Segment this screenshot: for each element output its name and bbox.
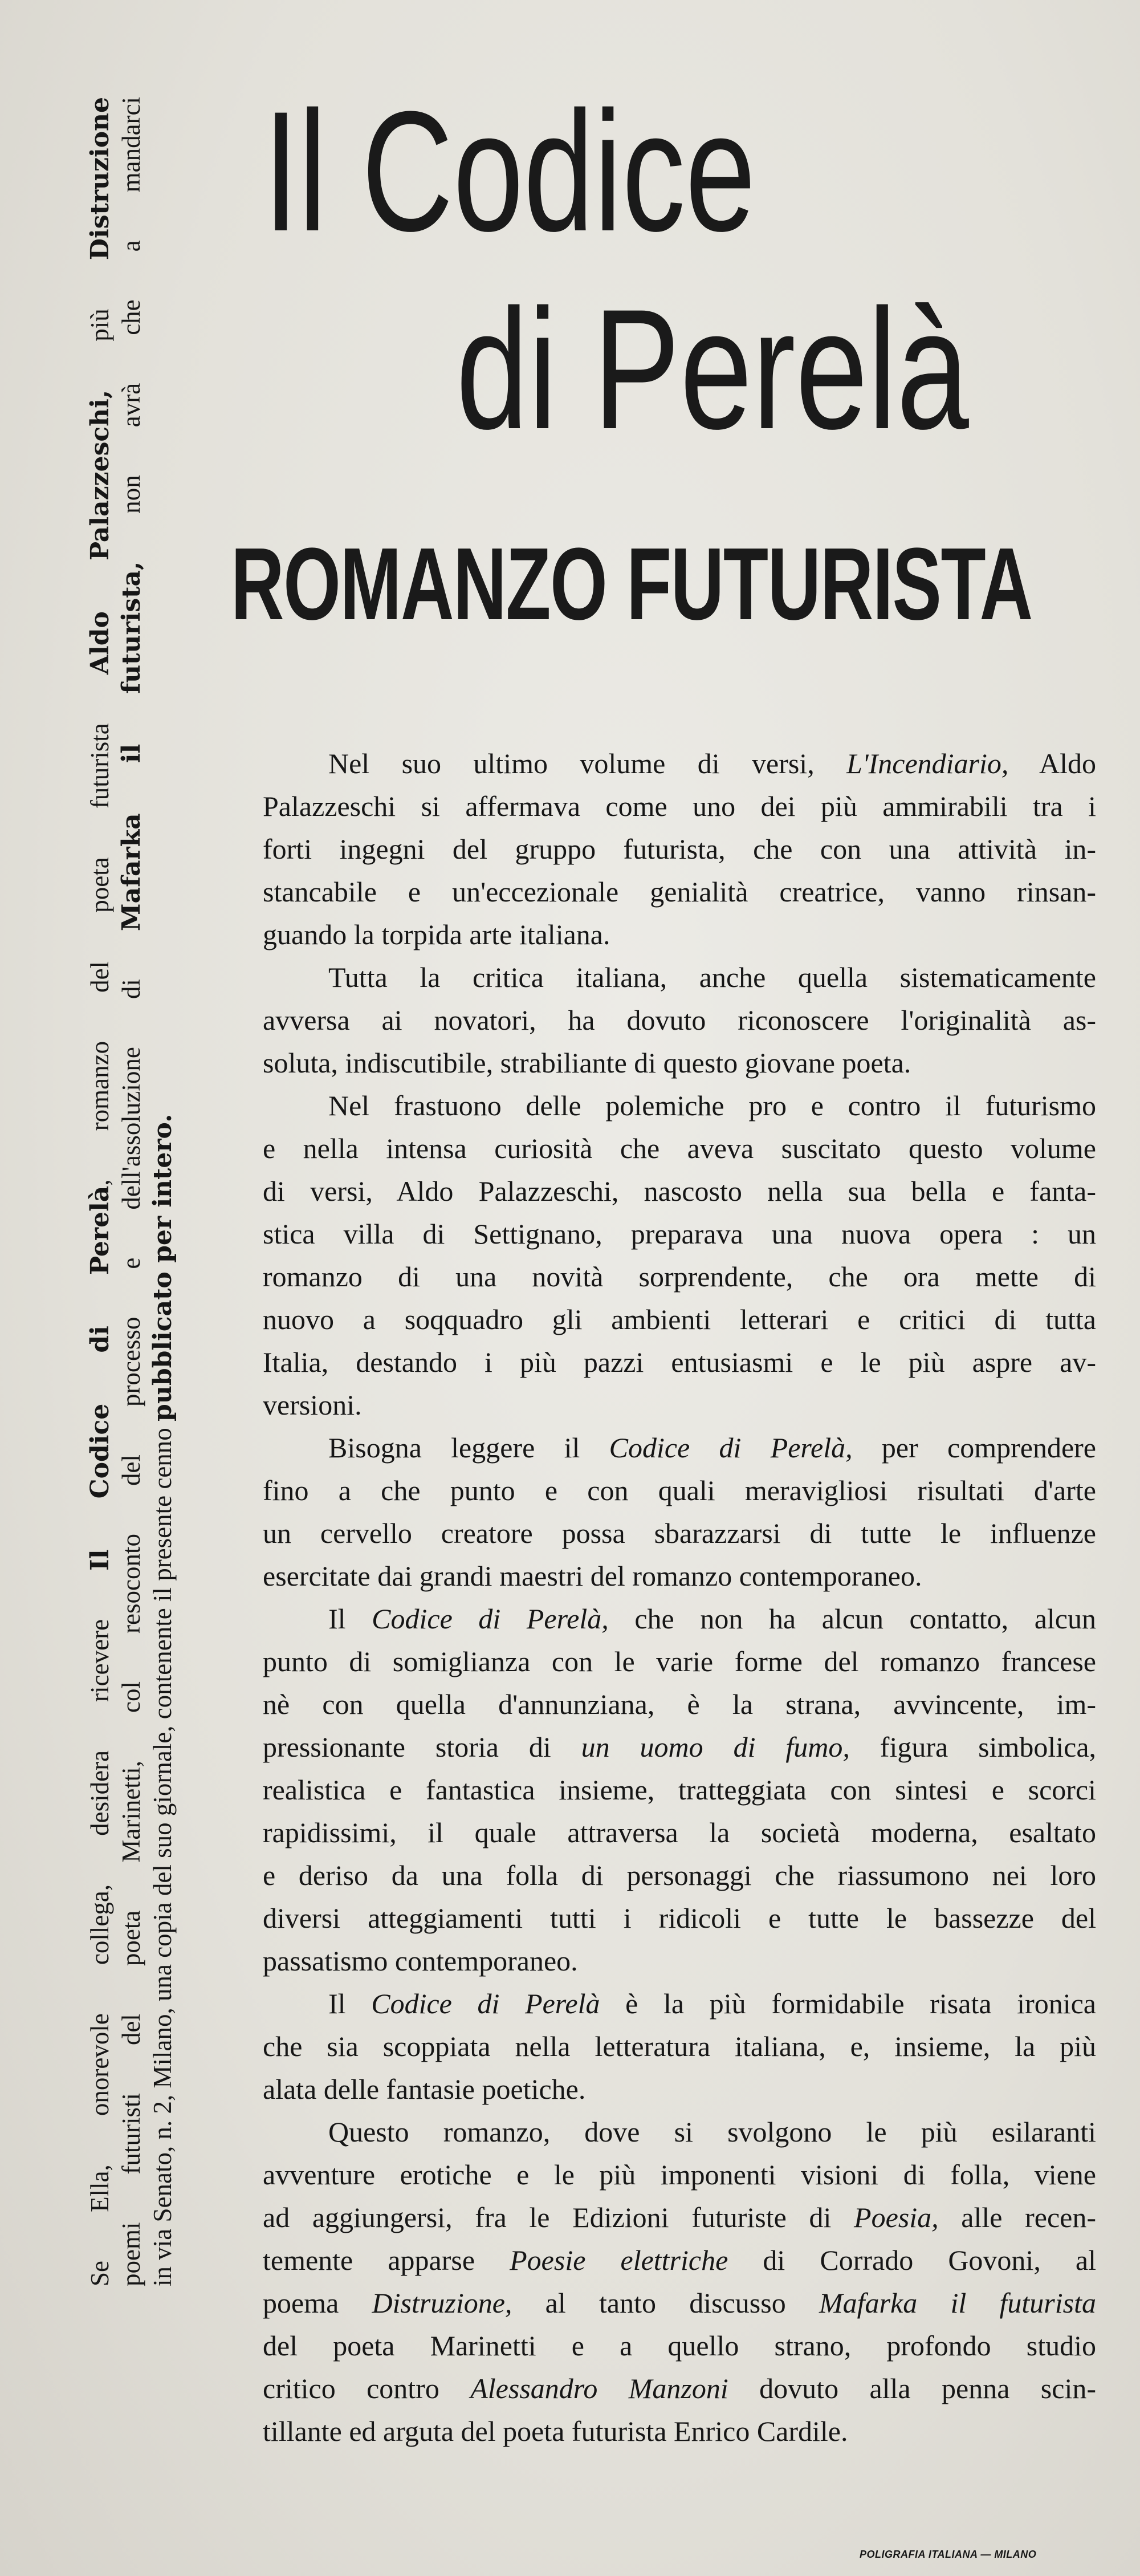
text-line — [263, 1683, 1096, 1726]
text-line — [263, 1512, 1096, 1555]
text-line — [263, 2025, 1096, 2068]
text-segment: e deriso da una folla di personaggi che riassumono nei loro — [263, 1859, 1096, 1891]
text-line — [263, 1256, 1096, 1298]
text-segment: che non ha alcun contatto, alcun — [608, 1603, 1096, 1635]
text-segment: temente apparse — [263, 2244, 510, 2276]
bold-text: Mafarka il futurista, — [117, 561, 146, 932]
text-line — [263, 2154, 1096, 2196]
paragraph — [263, 742, 1096, 956]
italic-text: Codice di Perelà, — [372, 1603, 609, 1635]
text-line — [263, 999, 1096, 1042]
text-line — [263, 1982, 1096, 2025]
text-line — [263, 1640, 1096, 1683]
text-line — [263, 1811, 1096, 1854]
text-segment: avversa ai novatori, ha dovuto riconoscere l'originalità as- — [263, 1004, 1096, 1036]
text-segment: stancabile e un'eccezionale genialità creatrice, vanno rinsan- — [263, 876, 1096, 908]
bold-text: Il Codice di Perelà — [85, 1185, 115, 1571]
text-segment: di versi, Aldo Palazzeschi, nascosto nella sua bella e fanta- — [263, 1175, 1096, 1207]
text-line — [263, 1940, 1096, 1982]
text-segment: nè con quella d'annunziana, è la strana, avvincente, im- — [263, 1688, 1096, 1720]
text-segment: soluta, indiscutibile, strabiliante di questo giovane poeta. — [263, 1047, 911, 1079]
text-line — [263, 1726, 1096, 1769]
text-segment: fino a che punto e con quali meravigliosi risultati d'arte — [263, 1474, 1096, 1506]
text-line — [263, 1897, 1096, 1940]
text-line — [263, 785, 1096, 828]
bold-text: pubblicato per intero. — [148, 1114, 177, 1421]
text-line — [263, 913, 1096, 956]
side-notice-line — [147, 97, 178, 2286]
text-segment: Bisogna leggere il — [328, 1432, 609, 1464]
text-segment: Il — [328, 1988, 372, 2020]
text-segment: tillante ed arguta del poeta futurista Enrico Cardile. — [263, 2415, 848, 2447]
italic-text: Poesie elettriche — [510, 2244, 728, 2276]
text-segment: figura simbolica, — [849, 1731, 1097, 1763]
text-segment: Palazzeschi si affermava come uno dei più ammirabili tra i — [263, 790, 1096, 822]
text-line — [263, 1127, 1096, 1170]
italic-text: Mafarka il futurista — [819, 2287, 1096, 2319]
text-segment: passatismo contemporaneo. — [263, 1945, 578, 1977]
text-segment: poema — [263, 2287, 372, 2319]
text-segment: di Corrado Govoni, al — [728, 2244, 1096, 2276]
text-segment: nuovo a soqquadro gli ambienti letterari e critici di tutta — [263, 1303, 1096, 1335]
text-segment: un cervello creatore possa sbarazzarsi di tutte le influenze — [263, 1517, 1096, 1549]
subtitle: ROMANZO FUTURISTA — [231, 527, 1032, 641]
italic-text: Poesia, — [854, 2201, 939, 2233]
paragraph — [263, 1427, 1096, 1598]
title-line-2: di Perelà — [456, 273, 969, 465]
text-segment: Italia, destando i più pazzi entusiasmi e le più aspre av- — [263, 1346, 1096, 1378]
text-segment: versioni. — [263, 1389, 362, 1421]
text-segment: Aldo — [1008, 747, 1097, 779]
text-line — [263, 1555, 1096, 1598]
text-line — [263, 1341, 1096, 1384]
text-segment: Tutta la critica italiana, anche quella sistematicamente — [328, 961, 1096, 993]
side-notice-line — [84, 97, 116, 2286]
text-line — [263, 2239, 1096, 2282]
text-line — [263, 828, 1096, 871]
text-segment: Nel suo ultimo volume di versi, — [328, 747, 847, 779]
text-line — [263, 2111, 1096, 2154]
bold-text: Distruzione — [85, 96, 115, 261]
text-line — [263, 1213, 1096, 1256]
text-segment: più — [85, 260, 114, 390]
side-notice-line — [116, 97, 147, 2286]
text-segment: ad aggiungersi, fra le Edizioni futuriste di — [263, 2201, 854, 2233]
text-line — [263, 1298, 1096, 1341]
text-segment: , romanzo del poeta futurista — [85, 675, 114, 1186]
text-line — [263, 1042, 1096, 1084]
text-segment: è la più formidabile risata ironica — [600, 1988, 1097, 2020]
text-segment: al tanto discusso — [512, 2287, 819, 2319]
text-line — [263, 2282, 1096, 2325]
text-segment: critico contro — [263, 2372, 471, 2404]
text-segment: alata delle fantasie poetiche. — [263, 2073, 586, 2105]
text-line — [263, 1769, 1096, 1811]
text-segment: diversi atteggiamenti tutti i ridicoli e tutte le bassezze del — [263, 1902, 1096, 1934]
text-segment: Il — [328, 1603, 372, 1635]
italic-text: Codice di Perelà, — [609, 1432, 853, 1464]
text-segment: pressionante storia di — [263, 1731, 581, 1763]
text-segment: in via Senato, n. 2, Milano, una copia del suo giornale, contenente il presente cenno — [148, 1421, 177, 2286]
paragraph — [263, 1982, 1096, 2111]
text-segment: per comprendere — [852, 1432, 1096, 1464]
text-segment: romanzo di una novità sorprendente, che ora mette di — [263, 1261, 1096, 1293]
text-line — [263, 1598, 1096, 1640]
text-segment: avventure erotiche e le più imponenti visioni di folla, viene — [263, 2159, 1096, 2191]
text-line — [263, 956, 1096, 999]
text-segment: rapidissimi, il quale attraversa la società moderna, esaltato — [263, 1817, 1096, 1848]
italic-text: un uomo di fumo, — [581, 1731, 850, 1763]
text-segment: stica villa di Settignano, preparava una nuova opera : un — [263, 1218, 1096, 1250]
text-line — [263, 1427, 1096, 1469]
text-line — [263, 2325, 1096, 2367]
text-segment: e nella intensa curiosità che aveva suscitato questo volume — [263, 1132, 1096, 1164]
text-segment: Se Ella, onorevole collega, desidera ricevere — [85, 1570, 114, 2286]
text-segment: guando la torpida arte italiana. — [263, 919, 610, 950]
text-segment: poemi futuristi del poeta Marinetti, col resoconto del processo e dell'assoluzione di — [117, 931, 145, 2286]
text-line — [263, 2410, 1096, 2453]
paragraph — [263, 956, 1096, 1084]
text-segment: dovuto alla penna scin- — [728, 2372, 1096, 2404]
text-line — [263, 2068, 1096, 2111]
text-line — [263, 2196, 1096, 2239]
text-line — [263, 871, 1096, 913]
text-segment: che sia scoppiata nella letteratura italiana, e, insieme, la più — [263, 2030, 1096, 2062]
text-line — [263, 1170, 1096, 1213]
text-segment: non avrà che a mandarci — [117, 96, 145, 562]
body-text — [263, 742, 1096, 2453]
paragraph — [263, 1598, 1096, 1982]
text-line — [263, 1084, 1096, 1127]
paragraph — [263, 1084, 1096, 1427]
text-line — [263, 2367, 1096, 2410]
printer-credit: POLIGRAFIA ITALIANA — MILANO — [860, 2549, 1037, 2560]
paragraph — [263, 2111, 1096, 2453]
text-segment: forti ingegni del gruppo futurista, che con una attività in- — [263, 833, 1096, 865]
text-segment: esercitate dai grandi maestri del romanzo contemporaneo. — [263, 1560, 922, 1592]
text-segment: Questo romanzo, dove si svolgono le più esilaranti — [328, 2116, 1096, 2148]
text-line — [263, 1854, 1096, 1897]
side-notice — [84, 97, 178, 2286]
italic-text: Alessandro Manzoni — [470, 2372, 728, 2404]
text-segment: punto di somiglianza con le varie forme del romanzo francese — [263, 1645, 1096, 1677]
italic-text: L'Incendiario, — [846, 747, 1009, 779]
text-segment: alle recen- — [938, 2201, 1096, 2233]
text-line — [263, 742, 1096, 785]
italic-text: Codice di Perelà — [371, 1988, 600, 2020]
title-line-1: Il Codice — [263, 75, 756, 267]
text-line — [263, 1469, 1096, 1512]
bold-text: Aldo Palazzeschi, — [85, 389, 115, 675]
text-segment: Nel frastuono delle polemiche pro e contro il futurismo — [328, 1090, 1096, 1122]
text-segment: realistica e fantastica insieme, tratteggiata con sintesi e scorci — [263, 1774, 1096, 1806]
italic-text: Distruzione, — [372, 2287, 512, 2319]
text-segment: del poeta Marinetti e a quello strano, profondo studio — [263, 2330, 1096, 2362]
text-line — [263, 1384, 1096, 1427]
